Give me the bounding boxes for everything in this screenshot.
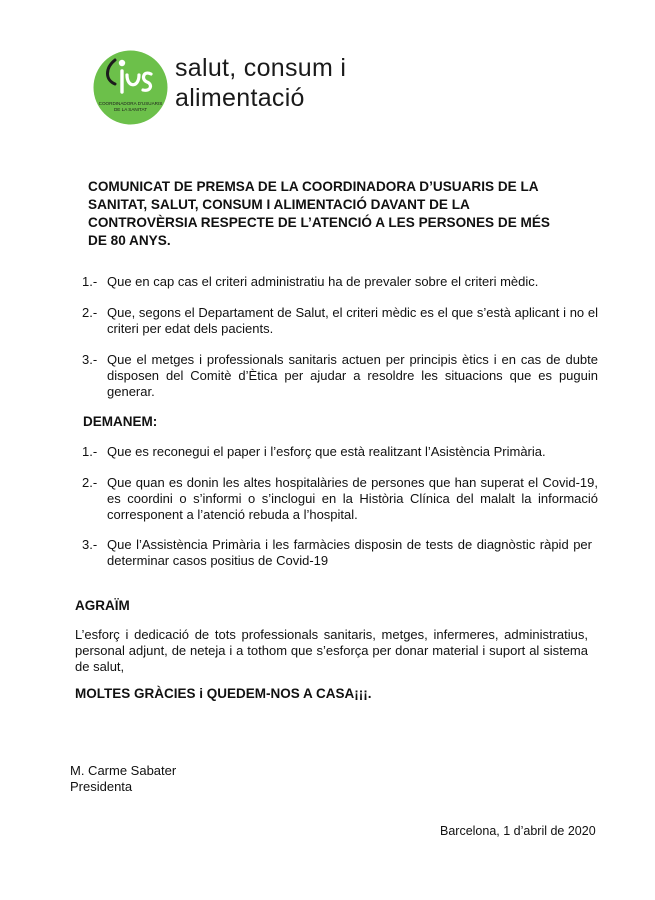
agraim-paragraph: L’esforç i dedicació de tots professionals sanitaris, metges, infermeres, administratius, personal adjunt, de neteja i a tothom que s’esforça per donar material i suport al sistema de salut, xyxy=(75,627,588,674)
list-item-number: 1.- xyxy=(82,444,98,459)
document-date: Barcelona, 1 d’abril de 2020 xyxy=(440,824,596,838)
list-item-number: 3.- xyxy=(82,352,98,367)
closing-line: MOLTES GRÀCIES i QUEDEM-NOS A CASA¡¡¡. xyxy=(75,686,372,701)
list-item-number: 2.- xyxy=(82,475,98,490)
brand-line-1: salut, consum i xyxy=(175,54,347,82)
section-heading-agraim: AGRAÏM xyxy=(75,598,130,613)
list-item-number: 1.- xyxy=(82,274,98,289)
svg-text:DE LA SANITAT: DE LA SANITAT xyxy=(113,107,148,112)
list-item-text: Que, segons el Departament de Salut, el criteri mèdic es el que s’està aplicant i no el criteri per edat dels pacients. xyxy=(107,305,598,336)
list-item-text: Que el metges i professionals sanitaris actuen per principis ètics i en cas de dubte disposen del Comitè d’Ètica per ajudar a resoldre les situacions que es puguin generar. xyxy=(107,352,598,399)
list-item xyxy=(82,537,592,569)
cus-logo-icon xyxy=(93,50,168,125)
list-item-text: Que quan es donin les altes hospitalàries de persones que han superat el Covid-19, es coordini o s’informi o s’inclogui en la Història Clínica del malalt la informació corresponent a l’atenció rebuda a l’hospital. xyxy=(107,475,598,522)
list-item xyxy=(82,305,598,337)
signer-name: M. Carme Sabater xyxy=(70,763,177,778)
list-item xyxy=(82,444,588,460)
list-item xyxy=(82,274,588,290)
list-item xyxy=(82,475,598,523)
section-heading-demanem: DEMANEM: xyxy=(83,414,158,429)
svg-text:COORDINADORA D'USUARIS: COORDINADORA D'USUARIS xyxy=(98,101,163,106)
list-item xyxy=(82,352,598,400)
brand-name xyxy=(175,53,346,113)
list-item-text: Que l’Assistència Primària i les farmàcies disposin de tests de diagnòstic ràpid per determinar casos positius de Covid-19 xyxy=(107,537,592,568)
brand-line-2: alimentació xyxy=(175,84,305,112)
page-title: COMUNICAT DE PREMSA DE LA COORDINADORA D’USUARIS DE LA SANITAT, SALUT, CONSUM I ALIMENTACIÓ DAVANT DE LA CONTROVÈRSIA RESPECTE DE L’ATENCIÓ A LES PERSONES DE MÉS DE 80 ANYS. xyxy=(88,179,551,248)
signer-role: Presidenta xyxy=(70,779,133,794)
list-item-number: 3.- xyxy=(82,537,98,552)
list-item-number: 2.- xyxy=(82,305,98,320)
list-item-text: Que en cap cas el criteri administratiu ha de prevaler sobre el criteri mèdic. xyxy=(107,274,539,289)
signature-block xyxy=(70,763,176,795)
list-item-text: Que es reconegui el paper i l’esforç que està realitzant l’Asistència Primària. xyxy=(107,444,546,459)
